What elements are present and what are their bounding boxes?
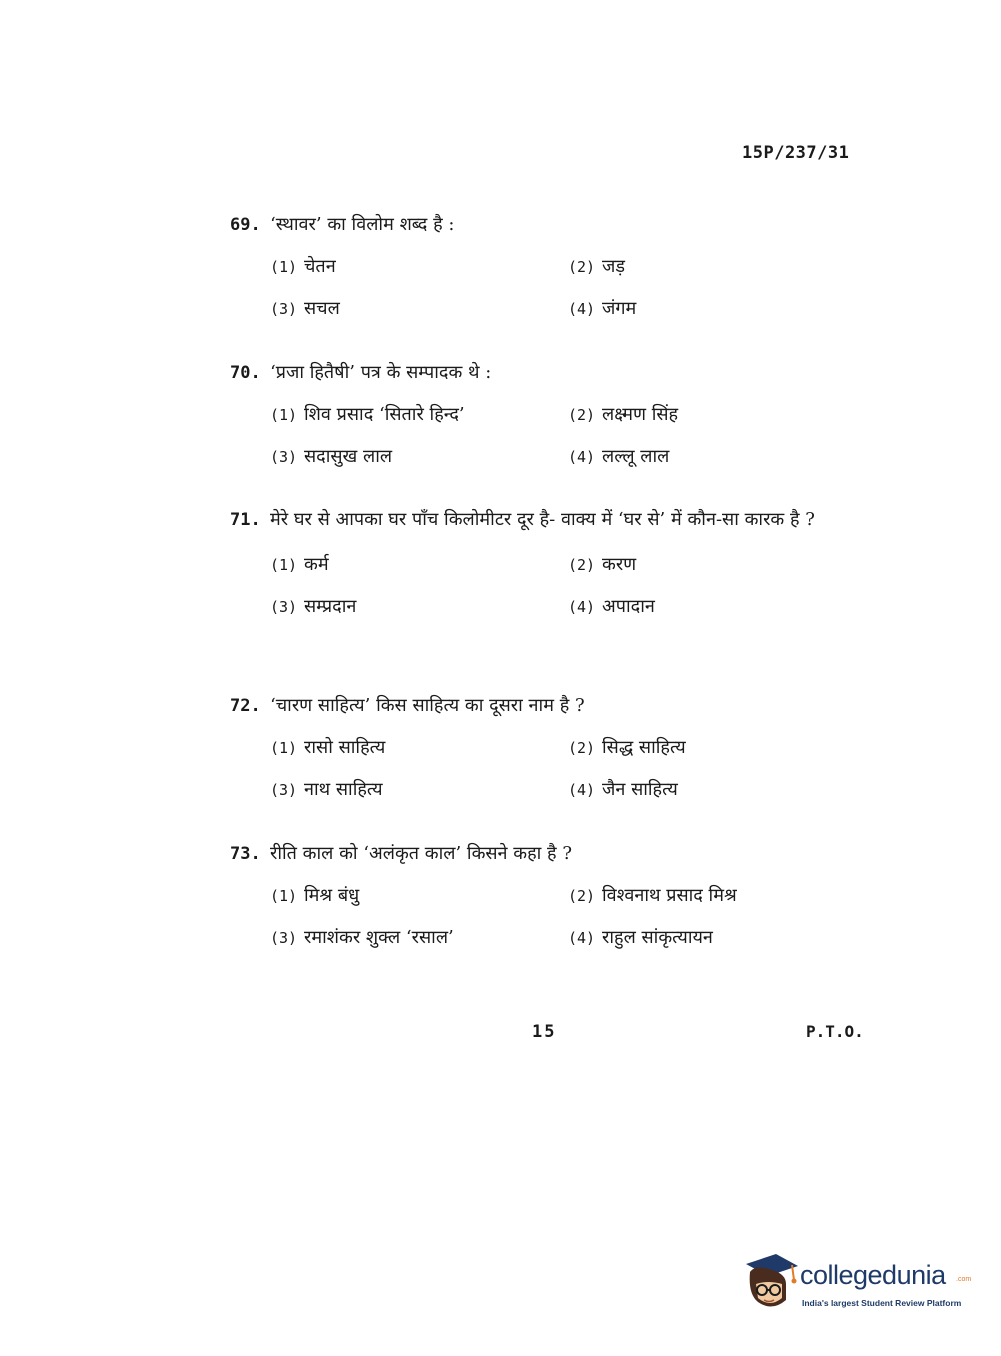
option-3 [270, 779, 568, 801]
option-text: जड़ [602, 256, 625, 277]
option-number: (2) [568, 739, 596, 757]
option-number: (1) [270, 556, 298, 574]
option-text: जैन साहित्य [602, 779, 678, 800]
option-number: (1) [270, 258, 298, 276]
option-number: (2) [568, 887, 596, 905]
question-text: ‘प्रजा हितैषी’ पत्र के सम्पादक थे : [270, 362, 492, 383]
options-grid [270, 256, 870, 320]
student-mascot-icon [742, 1250, 800, 1316]
option-text: राहुल सांकृत्यायन [602, 927, 713, 948]
brand-name: collegedunia [800, 1260, 946, 1290]
option-text: लल्लू लाल [602, 446, 670, 467]
question-number: 73. [230, 844, 261, 864]
option-text: रमाशंकर शुक्ल ‘रसाल’ [304, 927, 454, 948]
option-number: (4) [568, 300, 596, 318]
option-number: (4) [568, 598, 596, 616]
question-72 [230, 695, 870, 801]
option-2 [568, 885, 868, 907]
option-number: (4) [568, 781, 596, 799]
option-text: जंगम [602, 298, 637, 319]
option-text: विश्वनाथ प्रसाद मिश्र [602, 885, 737, 906]
brand-suffix: .com [956, 1276, 972, 1283]
option-2 [568, 256, 868, 278]
options-grid [270, 554, 870, 618]
option-4 [568, 446, 868, 468]
question-text: मेरे घर से आपका घर पाँच किलोमीटर दूर है- वाक्य में ‘घर से’ में कौन-सा कारक है ? [270, 509, 815, 530]
option-4 [568, 927, 868, 949]
option-4 [568, 779, 868, 801]
option-text: सचल [304, 298, 340, 319]
option-1 [270, 554, 568, 576]
collegedunia-watermark [742, 1250, 977, 1316]
option-1 [270, 256, 568, 278]
option-2 [568, 737, 868, 759]
option-3 [270, 298, 568, 320]
paper-code: 15P/237/31 [742, 143, 850, 163]
option-number: (1) [270, 739, 298, 757]
option-number: (2) [568, 556, 596, 574]
option-2 [568, 554, 868, 576]
option-1 [270, 885, 568, 907]
option-text: सदासुख लाल [304, 446, 393, 467]
option-number: (2) [568, 406, 596, 424]
question-text: रीति काल को ‘अलंकृत काल’ किसने कहा है ? [270, 843, 572, 864]
question-number: 72. [230, 696, 261, 716]
question-70 [230, 362, 870, 468]
option-text: अपादान [602, 596, 655, 617]
option-number: (1) [270, 406, 298, 424]
option-number: (3) [270, 929, 298, 947]
option-number: (3) [270, 781, 298, 799]
brand-tagline: India's largest Student Review Platform [802, 1298, 962, 1308]
option-number: (3) [270, 300, 298, 318]
option-number: (2) [568, 258, 596, 276]
question-73 [230, 843, 870, 949]
option-number: (3) [270, 448, 298, 466]
option-text: लक्ष्मण सिंह [602, 404, 679, 425]
option-1 [270, 404, 568, 426]
question-69 [230, 214, 870, 320]
option-text: सम्प्रदान [304, 596, 357, 617]
option-4 [568, 596, 868, 618]
option-number: (4) [568, 929, 596, 947]
option-text: चेतन [304, 256, 336, 277]
option-text: सिद्ध साहित्य [602, 737, 686, 758]
options-grid [270, 737, 870, 801]
question-number: 71. [230, 510, 261, 530]
option-text: शिव प्रसाद ‘सितारे हिन्द’ [304, 404, 465, 425]
question-number: 69. [230, 215, 261, 235]
question-number: 70. [230, 363, 261, 383]
options-grid [270, 404, 870, 468]
option-3 [270, 596, 568, 618]
option-3 [270, 927, 568, 949]
option-number: (4) [568, 448, 596, 466]
option-4 [568, 298, 868, 320]
question-text: ‘चारण साहित्य’ किस साहित्य का दूसरा नाम है ? [270, 695, 585, 716]
pto-label: P.T.O. [806, 1022, 864, 1041]
question-text: ‘स्थावर’ का विलोम शब्द है : [270, 214, 455, 235]
option-text: कर्म [304, 554, 329, 575]
option-text: करण [602, 554, 637, 575]
option-text: मिश्र बंधु [304, 885, 360, 906]
option-3 [270, 446, 568, 468]
page-number: 15 [532, 1022, 557, 1042]
option-number: (1) [270, 887, 298, 905]
options-grid [270, 885, 870, 949]
question-71 [230, 509, 870, 618]
option-text: रासो साहित्य [304, 737, 386, 758]
option-2 [568, 404, 868, 426]
option-1 [270, 737, 568, 759]
option-number: (3) [270, 598, 298, 616]
option-text: नाथ साहित्य [304, 779, 383, 800]
